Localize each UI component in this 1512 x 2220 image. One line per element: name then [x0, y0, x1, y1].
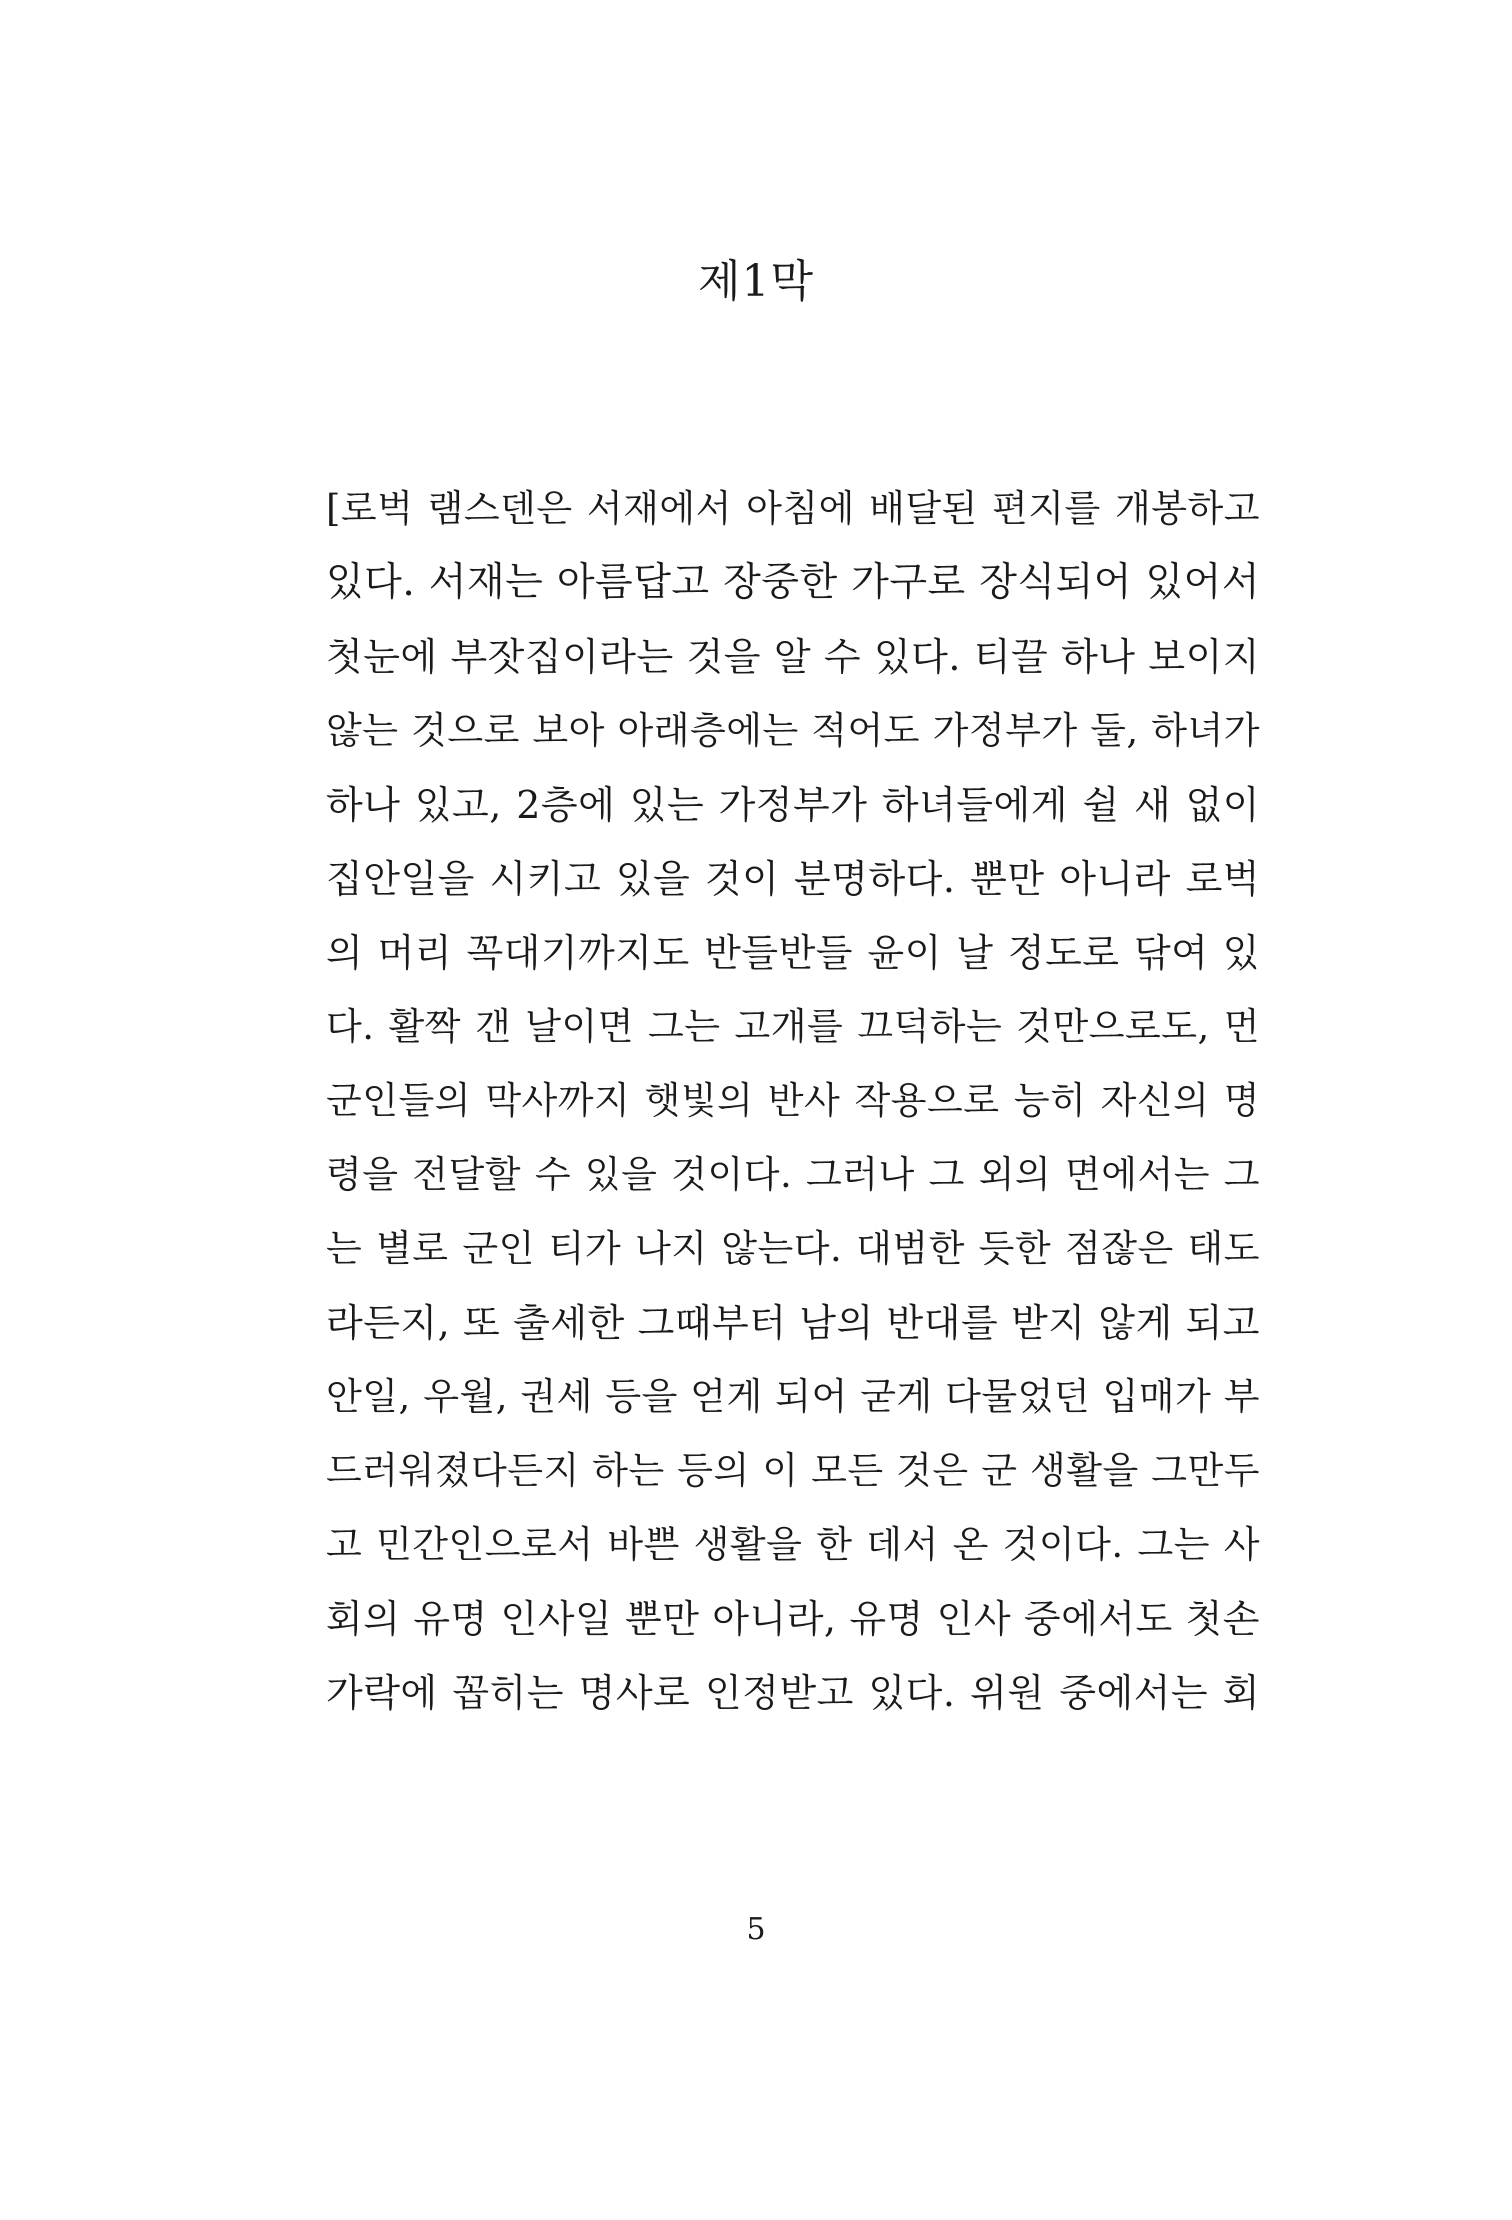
- text-line: 고 민간인으로서 바쁜 생활을 한 데서 온 것이다. 그는 사: [326, 1523, 1260, 1566]
- text-line: 있다. 서재는 아름답고 장중한 가구로 장식되어 있어서: [326, 560, 1260, 605]
- text-line: 첫눈에 부잣집이라는 것을 알 수 있다. 티끌 하나 보이지: [326, 635, 1260, 679]
- chapter-title: 제1막: [697, 256, 814, 307]
- text-line: 안일, 우월, 권세 등을 얻게 되어 굳게 다물었던 입매가 부: [326, 1375, 1260, 1418]
- text-line: 집안일을 시키고 있을 것이 분명하다. 뿐만 아니라 로벅: [326, 857, 1260, 901]
- text-line: 드러워졌다든지 하는 등의 이 모든 것은 군 생활을 그만두: [326, 1449, 1260, 1492]
- text-line: 다. 활짝 갠 날이면 그는 고개를 끄덕하는 것만으로도, 먼: [326, 1005, 1260, 1048]
- text-line: 가락에 꼽히는 명사로 인정받고 있다. 위원 중에서는 회: [326, 1671, 1260, 1715]
- text-line: 군인들의 막사까지 햇빛의 반사 작용으로 능히 자신의 명: [326, 1079, 1260, 1122]
- page-number: 5: [746, 1912, 766, 1947]
- text-line: 라든지, 또 출세한 그때부터 남의 반대를 받지 않게 되고: [326, 1301, 1260, 1345]
- text-line: 회의 유명 인사일 뿐만 아니라, 유명 인사 중에서도 첫손: [326, 1597, 1260, 1641]
- text-line: 의 머리 꼭대기까지도 반들반들 윤이 날 정도로 닦여 있: [326, 931, 1260, 975]
- body-paragraph: [326, 472, 1260, 1730]
- text-line: 않는 것으로 보아 아래층에는 적어도 가정부가 둘, 하녀가: [326, 709, 1260, 752]
- text-line: 하나 있고, 2층에 있는 가정부가 하녀들에게 쉴 새 없이: [326, 783, 1260, 827]
- text-line: 는 별로 군인 티가 나지 않는다. 대범한 듯한 점잖은 태도: [326, 1227, 1260, 1270]
- text-line: [로벅 램스덴은 서재에서 아침에 배달된 편지를 개봉하고: [326, 487, 1260, 530]
- text-line: 령을 전달할 수 있을 것이다. 그러나 그 외의 면에서는 그: [326, 1153, 1260, 1196]
